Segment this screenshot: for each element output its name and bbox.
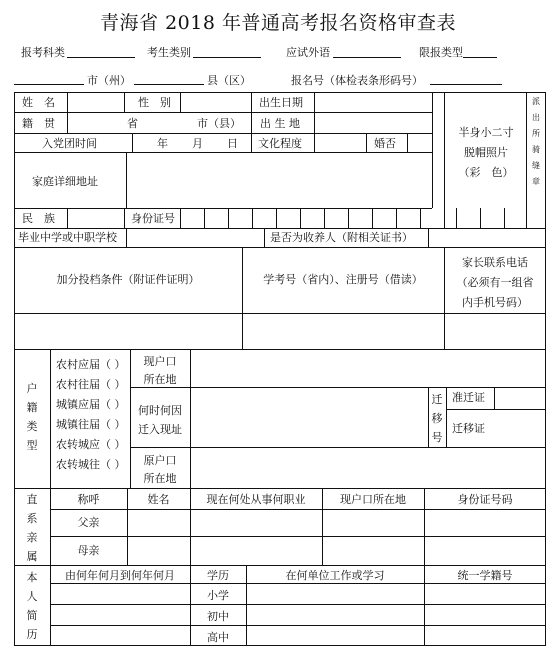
limit-label: 限报类型: [419, 46, 463, 59]
resume-col-period: 由何年何月到何年何月: [65, 569, 175, 582]
photo-line3: （彩 色）: [458, 166, 514, 179]
rel-col-id: 身份证号码: [457, 493, 513, 506]
school-label: 毕业中学或中职学校: [18, 231, 117, 244]
rel-col-title: 称呼: [77, 493, 100, 506]
hukou-type-label: 户籍类型: [26, 382, 38, 452]
stamp-note: 派出所骑缝章: [532, 97, 540, 186]
rel-col-job: 现在何处从事何职业: [206, 493, 306, 506]
current-hukou-line2: 所在地: [143, 373, 177, 386]
moved-in-line2: 迁入现址: [138, 423, 182, 436]
original-hukou-line2: 所在地: [143, 472, 177, 485]
bonus-label: 加分投档条件（附证件证明）: [56, 273, 200, 286]
gender-label: 性 别: [138, 96, 171, 109]
year-label: 年: [157, 137, 168, 150]
address-label: 家庭详细地址: [32, 175, 98, 188]
hukou-option[interactable]: 农村应届（ ）: [56, 358, 126, 371]
resume-col-unit: 在何单位工作或学习: [285, 569, 385, 582]
photo-line1: 半身小二寸: [458, 126, 514, 139]
migrate-cert-label: 迁移证: [452, 422, 485, 435]
limit-field[interactable]: [463, 57, 497, 58]
city-county-label: 市（县）: [197, 117, 241, 130]
page-title: 青海省 2018 年普通高考报名资格审查表: [100, 12, 456, 34]
native-label: 籍 贯: [22, 117, 55, 130]
city-label: 市（州）: [87, 74, 131, 87]
education-label: 文化程度: [258, 137, 302, 150]
birthdate-label: 出生日期: [259, 96, 303, 109]
approve-migrate-label: 准迁证: [452, 391, 485, 404]
adopted-label: 是否为收养人（附相关证书）: [270, 231, 413, 244]
birthplace-label: 出 生 地: [260, 117, 300, 130]
resume-col-edu: 学历: [207, 569, 229, 582]
subject-field[interactable]: [67, 57, 135, 58]
migrated-label: 迁移号: [431, 393, 443, 444]
married-label: 婚否: [374, 137, 396, 150]
category-field[interactable]: [193, 57, 261, 58]
county-field[interactable]: [134, 84, 204, 85]
hukou-option[interactable]: 农转城应（ ）: [56, 438, 126, 451]
province-label: 省: [127, 117, 138, 130]
category-label: 考生类别: [147, 46, 191, 59]
ethnicity-label: 民 族: [22, 212, 55, 225]
month-label: 月: [192, 137, 203, 150]
name-label: 姓 名: [22, 96, 55, 109]
regnum-label: 报名号（体检表条形码号）: [291, 74, 423, 87]
language-label: 应试外语: [286, 46, 330, 59]
city-field[interactable]: [14, 84, 84, 85]
contact-line3: 内手机号码）: [462, 296, 528, 309]
county-label: 县（区）: [207, 74, 251, 87]
level-senior: 高中: [207, 631, 229, 644]
current-hukou-line1: 现户口: [143, 355, 177, 368]
resume-col-id: 统一学籍号: [457, 569, 513, 582]
hukou-option[interactable]: 农转城往（ ）: [56, 458, 126, 471]
rel-col-name: 姓名: [147, 493, 170, 506]
party-time-label: 入党团时间: [42, 137, 97, 150]
resume-label: 本人简历: [26, 571, 38, 641]
contact-line1: 家长联系电话: [462, 256, 528, 269]
regnum-field[interactable]: [430, 84, 502, 85]
day-label: 日: [227, 137, 238, 150]
language-field[interactable]: [333, 57, 401, 58]
rel-col-hukou: 现户口所在地: [340, 493, 406, 506]
level-primary: 小学: [207, 589, 229, 602]
hukou-option[interactable]: 农村往届（ ）: [56, 378, 126, 391]
id-number-label: 身份证号: [131, 212, 175, 225]
mother-label: 母亲: [77, 544, 100, 557]
original-hukou-line1: 原户口: [143, 454, 177, 467]
level-junior: 初中: [207, 610, 229, 623]
photo-line2: 脱帽照片: [464, 146, 508, 159]
student-no-label: 学考号（省内）、注册号（借读）: [263, 273, 423, 286]
form-table: [14, 92, 547, 647]
hukou-option[interactable]: 城镇应届（ ）: [56, 398, 126, 411]
hukou-option[interactable]: 城镇往届（ ）: [56, 418, 126, 431]
subject-label: 报考科类: [21, 46, 65, 59]
father-label: 父亲: [77, 516, 100, 529]
relatives-label: 直系亲属: [26, 493, 38, 563]
moved-in-line1: 何时何因: [138, 404, 182, 417]
contact-line2: （必须有一组省: [456, 276, 534, 289]
